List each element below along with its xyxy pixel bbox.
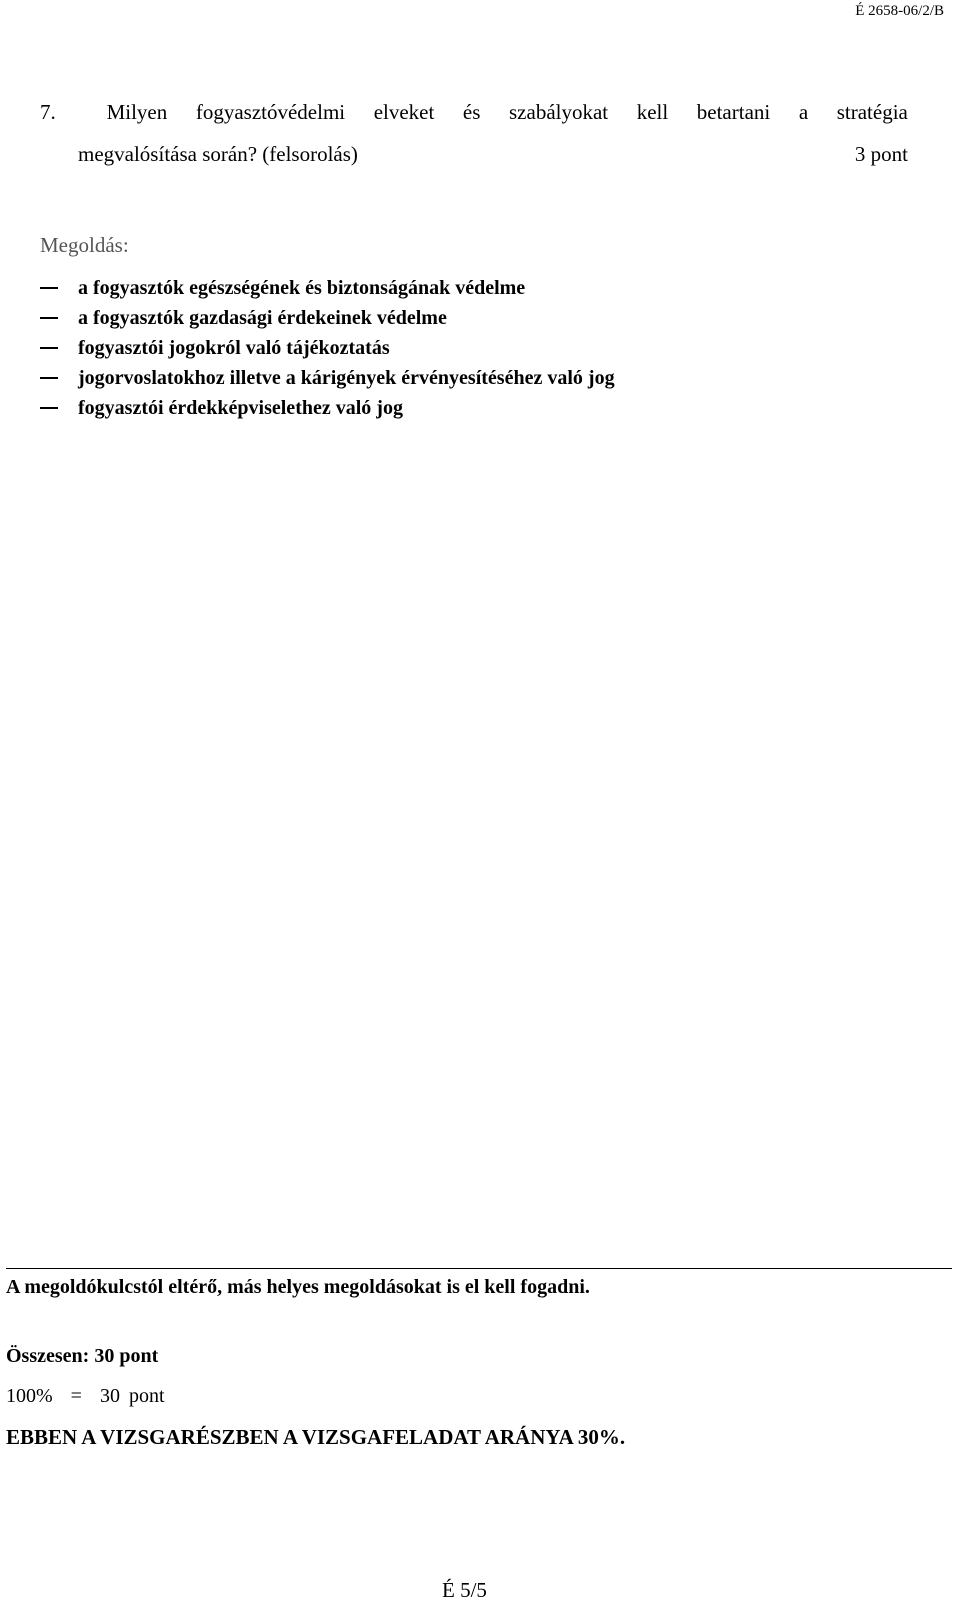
- list-item-text: fogyasztói érdekképviselethez való jog: [78, 397, 403, 419]
- question-number: 7.: [40, 100, 56, 124]
- list-item-text: a fogyasztók gazdasági érdekeinek védelme: [78, 307, 447, 329]
- solution-label: Megoldás:: [40, 233, 129, 257]
- question-word: Milyen: [106, 100, 168, 124]
- acceptance-note: A megoldókulcstól eltérő, más helyes megoldásokat is el kell fogadni.: [6, 1276, 590, 1298]
- question-word: stratégia: [836, 100, 908, 124]
- total-points: Összesen: 30 pont: [6, 1345, 159, 1367]
- question-7: [40, 97, 908, 169]
- divider: [6, 1268, 952, 1269]
- list-item: [40, 333, 615, 363]
- list-item: [40, 393, 615, 423]
- question-word: a: [798, 100, 809, 124]
- list-item-text: a fogyasztók egészségének és biztonságának védelme: [78, 277, 526, 299]
- dash-bullet-icon: [40, 377, 58, 379]
- question-points: 3 pont: [854, 142, 908, 166]
- list-item: [40, 303, 615, 333]
- question-word: szabályokat: [509, 100, 609, 124]
- list-item: [40, 363, 615, 393]
- percent-equivalence: 100% = 30 pont: [6, 1385, 165, 1407]
- dash-bullet-icon: [40, 347, 58, 349]
- list-item: [40, 273, 615, 303]
- dash-bullet-icon: [40, 317, 58, 319]
- list-item-text: jogorvoslatokhoz illetve a kárigények érvényesítéséhez való jog: [78, 367, 615, 389]
- exam-share-statement: EBBEN A VIZSGARÉSZBEN A VIZSGAFELADAT ARÁNYA 30%.: [6, 1425, 626, 1449]
- question-word: kell: [636, 100, 669, 124]
- document-code: É 2658-06/2/B: [855, 3, 944, 19]
- question-text-continued: megvalósítása során? (felsorolás): [78, 142, 358, 166]
- page-number: É 5/5: [442, 1578, 487, 1602]
- question-word: és: [462, 100, 481, 124]
- question-line-1: [40, 97, 908, 127]
- question-word: fogyasztóvédelmi: [195, 100, 346, 124]
- dash-bullet-icon: [40, 407, 58, 409]
- question-word: elveket: [373, 100, 435, 124]
- question-line-2: [40, 139, 908, 169]
- question-word: betartani: [696, 100, 771, 124]
- solution-list: [40, 273, 615, 423]
- list-item-text: fogyasztói jogokról való tájékoztatás: [78, 337, 390, 359]
- dash-bullet-icon: [40, 287, 58, 289]
